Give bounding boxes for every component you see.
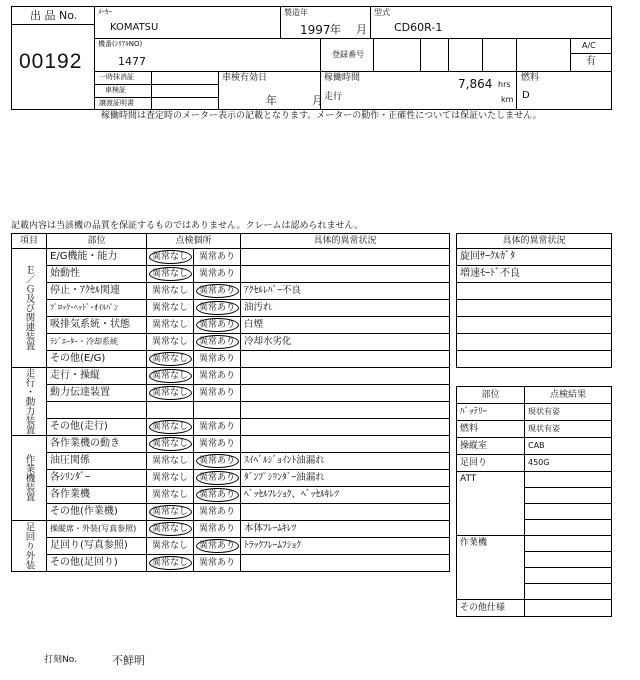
status-label: 異常なし — [151, 319, 188, 330]
status-label: 異常なし — [151, 438, 188, 449]
maker-label: ﾒｰｶｰ — [98, 8, 112, 16]
part-name: 操縦席・外装(写真参照) — [47, 521, 147, 538]
registration-label: 登録番号 — [332, 50, 364, 59]
status-label: 異常なし — [151, 370, 188, 381]
part-name: 各作業機 — [47, 487, 147, 504]
status-label: 異常あり — [199, 370, 236, 381]
part-name: 始動性 — [47, 266, 147, 283]
inspection-header-row — [12, 234, 450, 249]
ac-label: A/C — [582, 41, 596, 50]
selected-oval — [149, 522, 192, 536]
col-check: 点検個所 — [147, 234, 241, 249]
status-label: 異常あり — [199, 421, 236, 432]
col-item: 項目 — [12, 234, 47, 249]
status-label: 異常なし — [151, 540, 188, 551]
status-label: 異常あり — [199, 268, 236, 279]
part-name: その他(走行) — [47, 419, 147, 436]
serial-label: 機番(ｼﾘｱﾙNO) — [98, 40, 143, 48]
inspection-month-unit: 月 — [312, 94, 323, 107]
stamp-value: 不鮮明 — [112, 654, 145, 667]
inspection-row — [12, 453, 450, 470]
detail-text: ﾄﾗｯｸﾌﾚｰﾑﾌｼｮｸ — [241, 538, 450, 555]
status-ng — [194, 436, 241, 453]
inspection-row — [12, 521, 450, 538]
results-part: 足回り — [457, 455, 525, 472]
inspection-row — [12, 249, 450, 266]
year-value: 1997 — [300, 23, 331, 37]
results-other: その他仕様 — [457, 600, 525, 617]
inspection-label: 車検有効日 — [222, 73, 268, 83]
selected-oval — [149, 437, 192, 451]
status-label: 異常あり — [199, 523, 236, 534]
month-unit: 月 — [356, 23, 367, 36]
group-name: Ｅ／Ｇ及び関連装置 — [23, 265, 35, 351]
part-name: ﾌﾞﾛｯｸ･ﾍｯﾄﾞ･ｵｲﾙﾊﾟﾝ — [47, 300, 147, 317]
status-label: 異常なし — [151, 489, 188, 500]
status-ng — [194, 555, 241, 572]
status-ng — [194, 402, 241, 419]
part-name: 各作業機の動き — [47, 436, 147, 453]
status-ng — [194, 334, 241, 351]
year-unit: 年 — [330, 23, 341, 36]
status-label: 異常あり — [199, 336, 236, 347]
inspection-row — [12, 283, 450, 300]
detail-text — [241, 555, 450, 572]
inspection-year-unit: 年 — [266, 94, 277, 107]
status-label: 異常あり — [199, 455, 236, 466]
status-label: 異常なし — [151, 506, 188, 517]
detail-text — [241, 266, 450, 283]
status-label: 異常なし — [151, 251, 188, 262]
inspection-row — [12, 555, 450, 572]
status-ng — [194, 385, 241, 402]
hours-value: 7,864 — [458, 77, 493, 91]
detail-text: 油汚れ — [241, 300, 450, 317]
col-detail: 具体的異常状況 — [241, 234, 450, 249]
detail-text: 本体ﾌﾚｰﾑｷﾚﾂ — [241, 521, 450, 538]
temp-reg-label: 一時抹消証 — [99, 73, 134, 81]
results-blank — [525, 584, 612, 600]
selected-oval — [196, 454, 239, 468]
results-value: CAB — [525, 438, 612, 455]
inspection-row — [12, 266, 450, 283]
status-ok — [147, 368, 194, 385]
status-ng — [194, 249, 241, 266]
detail-text — [241, 368, 450, 385]
status-ok — [147, 521, 194, 538]
km-unit: km — [501, 95, 514, 104]
status-label: 異常あり — [199, 540, 236, 551]
results-blank — [525, 600, 612, 617]
detail-text — [241, 436, 450, 453]
status-label: 異常あり — [199, 489, 236, 500]
detail-text — [241, 402, 450, 419]
status-label: 異常なし — [151, 455, 188, 466]
results-part: 操縦室 — [457, 438, 525, 455]
status-ok — [147, 470, 194, 487]
results-value: 450G — [525, 455, 612, 472]
selected-oval — [149, 556, 192, 570]
detail-text: ﾀﾞﾝﾌﾟｼﾘﾝﾀﾞｰ油漏れ — [241, 470, 450, 487]
status-label: 異常あり — [199, 387, 236, 398]
group-label — [12, 368, 47, 436]
part-name: 油圧関係 — [47, 453, 147, 470]
results-col-part: 部位 — [457, 387, 525, 404]
inspection-row — [12, 334, 450, 351]
part-name: E/G機能・能力 — [47, 249, 147, 266]
part-name: 走行・操縦 — [47, 368, 147, 385]
status-label: 異常あり — [199, 557, 236, 568]
selected-oval — [196, 301, 239, 315]
status-ok — [147, 538, 194, 555]
maker-value: KOMATSU — [110, 22, 159, 33]
status-ng — [194, 419, 241, 436]
fuel-value: D — [522, 90, 530, 101]
selected-oval — [149, 250, 192, 264]
selected-oval — [149, 352, 192, 366]
part-name: 足回り(写真参照) — [47, 538, 147, 555]
extra-detail-row — [457, 283, 612, 300]
detail-text — [241, 249, 450, 266]
detail-text: ｽｲﾍﾞﾙｼﾞｮｲﾝﾄ油漏れ — [241, 453, 450, 470]
selected-oval — [149, 386, 192, 400]
selected-oval — [149, 505, 192, 519]
results-part: 燃料 — [457, 421, 525, 438]
group-label — [12, 436, 47, 521]
status-label: 異常なし — [151, 268, 188, 279]
distance-label: 走行 — [324, 92, 343, 102]
status-label: 異常あり — [199, 285, 236, 296]
status-ok — [147, 453, 194, 470]
serial-value: 1477 — [118, 55, 146, 68]
status-ok — [147, 504, 194, 521]
transfer-cert-label: 譲渡証明書 — [99, 99, 134, 107]
inspection-row — [12, 402, 450, 419]
status-ok — [147, 249, 194, 266]
results-blank — [525, 488, 612, 504]
inspection-row — [12, 504, 450, 521]
extra-detail-row: 旋回ｻｰｸﾙｶﾞﾀ — [457, 249, 612, 266]
selected-oval — [196, 284, 239, 298]
inspection-row — [12, 351, 450, 368]
detail-text: 白煙 — [241, 317, 450, 334]
inspection-row — [12, 436, 450, 453]
status-label: 異常あり — [199, 319, 236, 330]
model-label: 型式 — [374, 8, 390, 17]
status-ok — [147, 487, 194, 504]
inspection-row — [12, 470, 450, 487]
results-blank — [525, 504, 612, 520]
status-ok — [147, 351, 194, 368]
results-value: 現状有姿 — [525, 404, 612, 421]
status-label: 異常あり — [199, 302, 236, 313]
ac-value: 有 — [586, 56, 596, 67]
part-name: その他(足回り) — [47, 555, 147, 572]
status-ng — [194, 504, 241, 521]
status-ok — [147, 555, 194, 572]
detail-text: ﾍﾞｯｾﾙﾌﾚｼｮｸ、ﾍﾞｯｾﾙｷﾚﾂ — [241, 487, 450, 504]
status-ng — [194, 538, 241, 555]
results-row — [457, 455, 612, 472]
status-label: 異常なし — [151, 302, 188, 313]
part-name: 動力伝達装置 — [47, 385, 147, 402]
inspection-row — [12, 538, 450, 555]
detail-text — [241, 385, 450, 402]
extra-detail-header: 具体的異常状況 — [457, 234, 612, 249]
detail-text — [241, 351, 450, 368]
selected-oval — [196, 539, 239, 553]
part-name: ﾗｼﾞｴｰﾀｰ・冷却系統 — [47, 334, 147, 351]
extra-detail-row — [457, 351, 612, 368]
status-ok — [147, 385, 194, 402]
selected-oval — [196, 488, 239, 502]
results-work: 作業機 — [457, 536, 525, 600]
status-ng — [194, 470, 241, 487]
results-value: 現状有姿 — [525, 421, 612, 438]
status-ng — [194, 317, 241, 334]
status-label: 異常なし — [151, 421, 188, 432]
extra-detail-row — [457, 300, 612, 317]
results-att: ATT — [457, 472, 525, 536]
stamp-label: 打刻No. — [44, 655, 77, 665]
status-label: 異常なし — [151, 336, 188, 347]
part-name: 各ｼﾘﾝﾀﾞｰ — [47, 470, 147, 487]
status-label: 異常あり — [199, 353, 236, 364]
inspection-row — [12, 385, 450, 402]
results-blank — [525, 536, 612, 552]
status-ng — [194, 300, 241, 317]
status-label: 異常なし — [151, 472, 188, 483]
detail-text: ｱｸｾﾙﾚﾊﾞｰ不良 — [241, 283, 450, 300]
status-ng — [194, 266, 241, 283]
vehicle-cert-label: 車検証 — [105, 86, 126, 94]
results-row — [457, 404, 612, 421]
status-ok — [147, 419, 194, 436]
extra-detail-row: 増速ﾓｰﾄﾞ不良 — [457, 266, 612, 283]
results-blank — [525, 552, 612, 568]
notice-hours: 稼働時間は査定時のメーター表示の記載となります。メーターの動作・正確性については保証いたしません。 — [101, 111, 542, 121]
status-label: 異常あり — [199, 438, 236, 449]
status-ok — [147, 402, 194, 419]
status-ok — [147, 317, 194, 334]
extra-detail-row — [457, 317, 612, 334]
status-label: 異常なし — [151, 523, 188, 534]
extra-detail-table — [456, 233, 612, 368]
results-blank — [525, 568, 612, 584]
status-ng — [194, 283, 241, 300]
detail-text: 冷却水劣化 — [241, 334, 450, 351]
results-row — [457, 438, 612, 455]
selected-oval — [196, 335, 239, 349]
part-name: その他(作業機) — [47, 504, 147, 521]
status-ng — [194, 351, 241, 368]
results-blank — [525, 520, 612, 536]
part-name: その他(E/G) — [47, 351, 147, 368]
selected-oval — [196, 318, 239, 332]
model-value: CD60R-1 — [394, 21, 443, 34]
status-ok — [147, 266, 194, 283]
status-label: 異常あり — [199, 472, 236, 483]
group-label — [12, 521, 47, 572]
year-label: 製造年 — [284, 8, 308, 17]
status-ng — [194, 453, 241, 470]
status-label: 異常なし — [151, 557, 188, 568]
inspection-row — [12, 419, 450, 436]
status-label: 異常なし — [151, 353, 188, 364]
selected-oval — [196, 471, 239, 485]
results-table — [456, 386, 612, 617]
status-label: 異常あり — [199, 251, 236, 262]
part-name: 吸排気系統・状態 — [47, 317, 147, 334]
item-no-label: 出 品 No. — [30, 9, 78, 22]
detail-text — [241, 504, 450, 521]
inspection-row — [12, 317, 450, 334]
status-ok — [147, 436, 194, 453]
col-part: 部位 — [47, 234, 147, 249]
inspection-table — [11, 233, 450, 572]
group-label — [12, 249, 47, 368]
inspection-row — [12, 368, 450, 385]
status-label: 異常なし — [151, 285, 188, 296]
notice-quality: 記載内容は当該機の品質を保証するものではありません。クレームは認められません。 — [11, 221, 364, 231]
fuel-label: 燃料 — [521, 73, 540, 83]
item-no: 00192 — [19, 50, 83, 73]
results-part: ﾊﾞｯﾃﾘｰ — [457, 404, 525, 421]
status-ng — [194, 368, 241, 385]
status-ng — [194, 521, 241, 538]
part-name — [47, 402, 147, 419]
results-col-result: 点検結果 — [525, 387, 612, 404]
group-name: 足回り外装 — [23, 522, 35, 570]
status-ok — [147, 334, 194, 351]
inspection-row — [12, 487, 450, 504]
status-ok — [147, 283, 194, 300]
group-name: 走行・動力装置 — [23, 368, 35, 435]
selected-oval — [149, 420, 192, 434]
selected-oval — [149, 369, 192, 383]
part-name: 停止・ｱｸｾﾙ関連 — [47, 283, 147, 300]
results-blank — [525, 472, 612, 488]
status-ok — [147, 300, 194, 317]
results-row — [457, 421, 612, 438]
group-name: 作業機装置 — [23, 454, 35, 502]
extra-detail-row — [457, 334, 612, 351]
inspection-row — [12, 300, 450, 317]
selected-oval — [149, 267, 192, 281]
detail-text — [241, 419, 450, 436]
status-label: 異常なし — [151, 387, 188, 398]
hours-label: 稼働時間 — [324, 73, 361, 83]
status-label: 異常あり — [199, 506, 236, 517]
status-ng — [194, 487, 241, 504]
hours-unit: hrs — [498, 80, 511, 89]
